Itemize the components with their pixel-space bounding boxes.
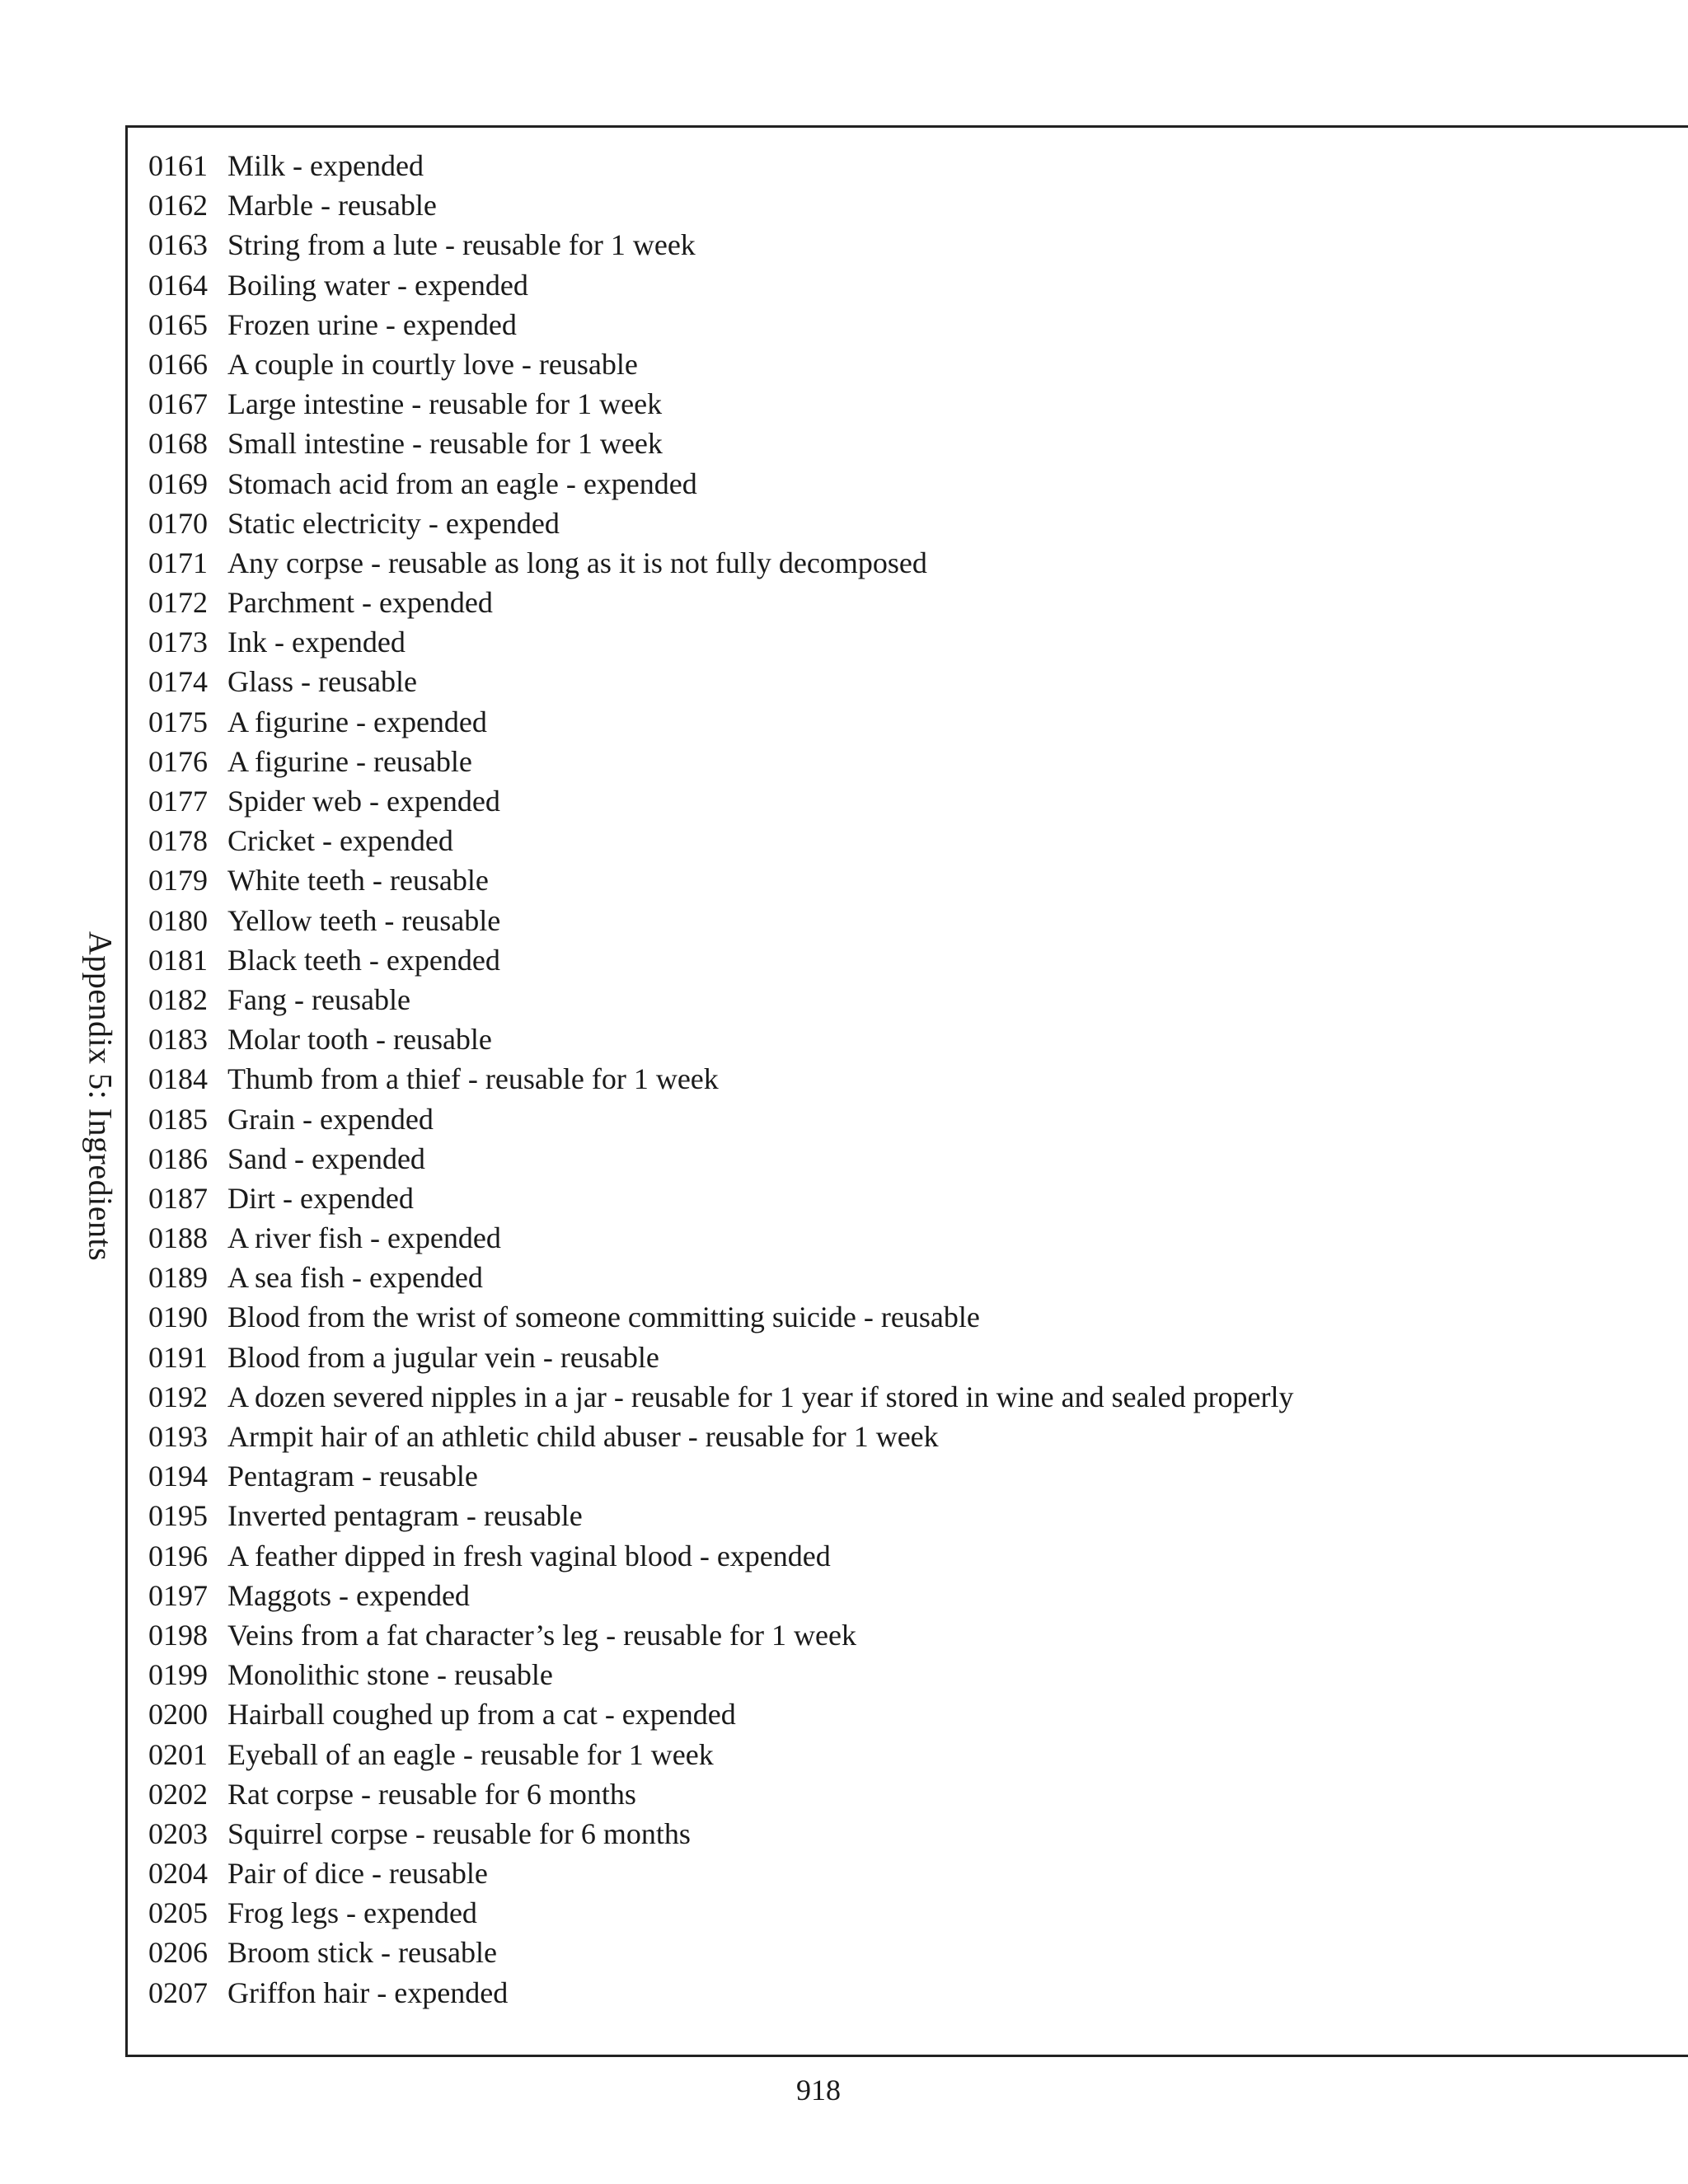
item-text: Hairball coughed up from a cat - expended <box>227 1698 736 1732</box>
list-item <box>148 1576 1294 1615</box>
item-text: Griffon hair - expended <box>227 1975 509 2009</box>
item-code: 0175 <box>148 705 208 738</box>
item-code: 0166 <box>148 347 208 381</box>
item-text: Squirrel corpse - reusable for 6 months <box>227 1816 691 1850</box>
list-item <box>148 1258 1294 1297</box>
list-item <box>148 185 1294 225</box>
item-text: Inverted pentagram - reusable <box>227 1499 583 1533</box>
list-item <box>148 1019 1294 1059</box>
item-text: Ink - expended <box>227 626 406 659</box>
list-item <box>148 1417 1294 1456</box>
item-code: 0165 <box>148 307 208 341</box>
list-item <box>148 1139 1294 1179</box>
item-text: Pair of dice - reusable <box>227 1857 488 1891</box>
item-text: String from a lute - reusable for 1 week <box>227 228 696 262</box>
list-item <box>148 1735 1294 1774</box>
page-number: 918 <box>796 2074 841 2107</box>
item-text: Stomach acid from an eagle - expended <box>227 466 697 500</box>
item-text: Spider web - expended <box>227 785 500 818</box>
item-text: White teeth - reusable <box>227 864 489 898</box>
list-item <box>148 583 1294 622</box>
list-item <box>148 1377 1294 1417</box>
list-item <box>148 225 1294 265</box>
list-item <box>148 1694 1294 1734</box>
item-code: 0207 <box>148 1975 208 2009</box>
item-text: Any corpse - reusable as long as it is not fully decomposed <box>227 546 927 579</box>
list-item <box>148 424 1294 463</box>
item-code: 0170 <box>148 506 208 540</box>
item-text: Dirt - expended <box>227 1181 414 1215</box>
item-code: 0169 <box>148 466 208 500</box>
list-item <box>148 1338 1294 1377</box>
item-code: 0196 <box>148 1539 208 1572</box>
item-code: 0161 <box>148 149 208 182</box>
item-text: Frozen urine - expended <box>227 307 517 341</box>
list-item <box>148 1973 1294 2013</box>
item-text: Milk - expended <box>227 149 424 182</box>
list-item <box>148 662 1294 701</box>
item-code: 0180 <box>148 903 208 937</box>
item-code: 0163 <box>148 228 208 262</box>
list-item <box>148 622 1294 662</box>
item-code: 0187 <box>148 1181 208 1215</box>
item-code: 0178 <box>148 824 208 858</box>
list-item <box>148 1933 1294 1972</box>
item-text: Thumb from a thief - reusable for 1 week <box>227 1062 719 1096</box>
item-code: 0190 <box>148 1301 208 1334</box>
list-item <box>148 1893 1294 1933</box>
item-code: 0191 <box>148 1340 208 1374</box>
item-code: 0167 <box>148 387 208 421</box>
list-item <box>148 146 1294 185</box>
item-code: 0197 <box>148 1578 208 1612</box>
list-item <box>148 781 1294 821</box>
list-item <box>148 821 1294 860</box>
side-title: Appendix 5: Ingredients <box>82 930 120 1262</box>
item-code: 0205 <box>148 1896 208 1930</box>
item-code: 0174 <box>148 665 208 699</box>
item-code: 0172 <box>148 586 208 620</box>
item-code: 0199 <box>148 1658 208 1692</box>
item-text: Fang - reusable <box>227 982 410 1016</box>
list-item <box>148 1655 1294 1694</box>
list-item <box>148 344 1294 384</box>
list-item <box>148 1456 1294 1496</box>
item-code: 0177 <box>148 785 208 818</box>
ingredient-list <box>148 146 1294 2013</box>
item-text: Eyeball of an eagle - reusable for 1 week <box>227 1737 714 1771</box>
list-item <box>148 1774 1294 1814</box>
item-code: 0185 <box>148 1102 208 1136</box>
list-item <box>148 702 1294 742</box>
item-text: Small intestine - reusable for 1 week <box>227 427 663 461</box>
item-code: 0186 <box>148 1141 208 1175</box>
list-item <box>148 901 1294 940</box>
list-item <box>148 504 1294 543</box>
list-item <box>148 742 1294 781</box>
item-code: 0164 <box>148 268 208 302</box>
item-text: Blood from a jugular vein - reusable <box>227 1340 659 1374</box>
list-item <box>148 305 1294 344</box>
item-text: Veins from a fat character’s leg - reusable for 1 week <box>227 1618 856 1652</box>
item-text: Parchment - expended <box>227 586 493 620</box>
item-code: 0162 <box>148 189 208 223</box>
list-item <box>148 1179 1294 1218</box>
item-code: 0203 <box>148 1816 208 1850</box>
item-code: 0171 <box>148 546 208 579</box>
item-text: A figurine - reusable <box>227 744 472 778</box>
item-code: 0182 <box>148 982 208 1016</box>
item-code: 0176 <box>148 744 208 778</box>
item-text: A figurine - expended <box>227 705 487 738</box>
item-text: Rat corpse - reusable for 6 months <box>227 1777 636 1811</box>
item-text: Blood from the wrist of someone committing suicide - reusable <box>227 1301 980 1334</box>
list-item <box>148 543 1294 583</box>
item-text: A dozen severed nipples in a jar - reusable for 1 year if stored in wine and sealed properly <box>227 1380 1294 1413</box>
item-code: 0168 <box>148 427 208 461</box>
item-text: Glass - reusable <box>227 665 417 699</box>
item-text: Maggots - expended <box>227 1578 470 1612</box>
item-code: 0184 <box>148 1062 208 1096</box>
item-code: 0201 <box>148 1737 208 1771</box>
item-code: 0173 <box>148 626 208 659</box>
item-text: Yellow teeth - reusable <box>227 903 501 937</box>
list-item <box>148 1615 1294 1655</box>
list-item <box>148 1218 1294 1258</box>
list-item <box>148 1297 1294 1337</box>
list-item <box>148 860 1294 900</box>
item-code: 0206 <box>148 1936 208 1970</box>
item-text: Molar tooth - reusable <box>227 1023 492 1057</box>
item-text: Sand - expended <box>227 1141 425 1175</box>
list-item <box>148 1854 1294 1893</box>
list-item <box>148 1536 1294 1576</box>
list-item <box>148 1496 1294 1535</box>
item-code: 0204 <box>148 1857 208 1891</box>
item-code: 0194 <box>148 1460 208 1493</box>
item-text: Broom stick - reusable <box>227 1936 497 1970</box>
item-text: A sea fish - expended <box>227 1261 483 1295</box>
item-text: Grain - expended <box>227 1102 434 1136</box>
item-text: A feather dipped in fresh vaginal blood - expended <box>227 1539 831 1572</box>
item-text: Monolithic stone - reusable <box>227 1658 553 1692</box>
list-item <box>148 265 1294 305</box>
item-code: 0200 <box>148 1698 208 1732</box>
item-text: Large intestine - reusable for 1 week <box>227 387 663 421</box>
list-item <box>148 384 1294 424</box>
item-text: A couple in courtly love - reusable <box>227 347 638 381</box>
item-code: 0193 <box>148 1420 208 1453</box>
item-text: Static electricity - expended <box>227 506 560 540</box>
item-text: A river fish - expended <box>227 1221 501 1255</box>
item-code: 0189 <box>148 1261 208 1295</box>
list-item <box>148 980 1294 1019</box>
list-item <box>148 1814 1294 1854</box>
item-text: Frog legs - expended <box>227 1896 477 1930</box>
item-code: 0195 <box>148 1499 208 1533</box>
item-code: 0183 <box>148 1023 208 1057</box>
item-text: Black teeth - expended <box>227 943 500 977</box>
item-code: 0179 <box>148 864 208 898</box>
item-code: 0202 <box>148 1777 208 1811</box>
item-text: Boiling water - expended <box>227 268 528 302</box>
list-item <box>148 940 1294 980</box>
item-code: 0192 <box>148 1380 208 1413</box>
list-item <box>148 1059 1294 1099</box>
list-item <box>148 464 1294 504</box>
item-text: Armpit hair of an athletic child abuser - reusable for 1 week <box>227 1420 939 1453</box>
item-text: Pentagram - reusable <box>227 1460 478 1493</box>
item-code: 0198 <box>148 1618 208 1652</box>
list-item <box>148 1099 1294 1139</box>
item-code: 0188 <box>148 1221 208 1255</box>
item-text: Marble - reusable <box>227 189 437 223</box>
item-text: Cricket - expended <box>227 824 453 858</box>
item-code: 0181 <box>148 943 208 977</box>
